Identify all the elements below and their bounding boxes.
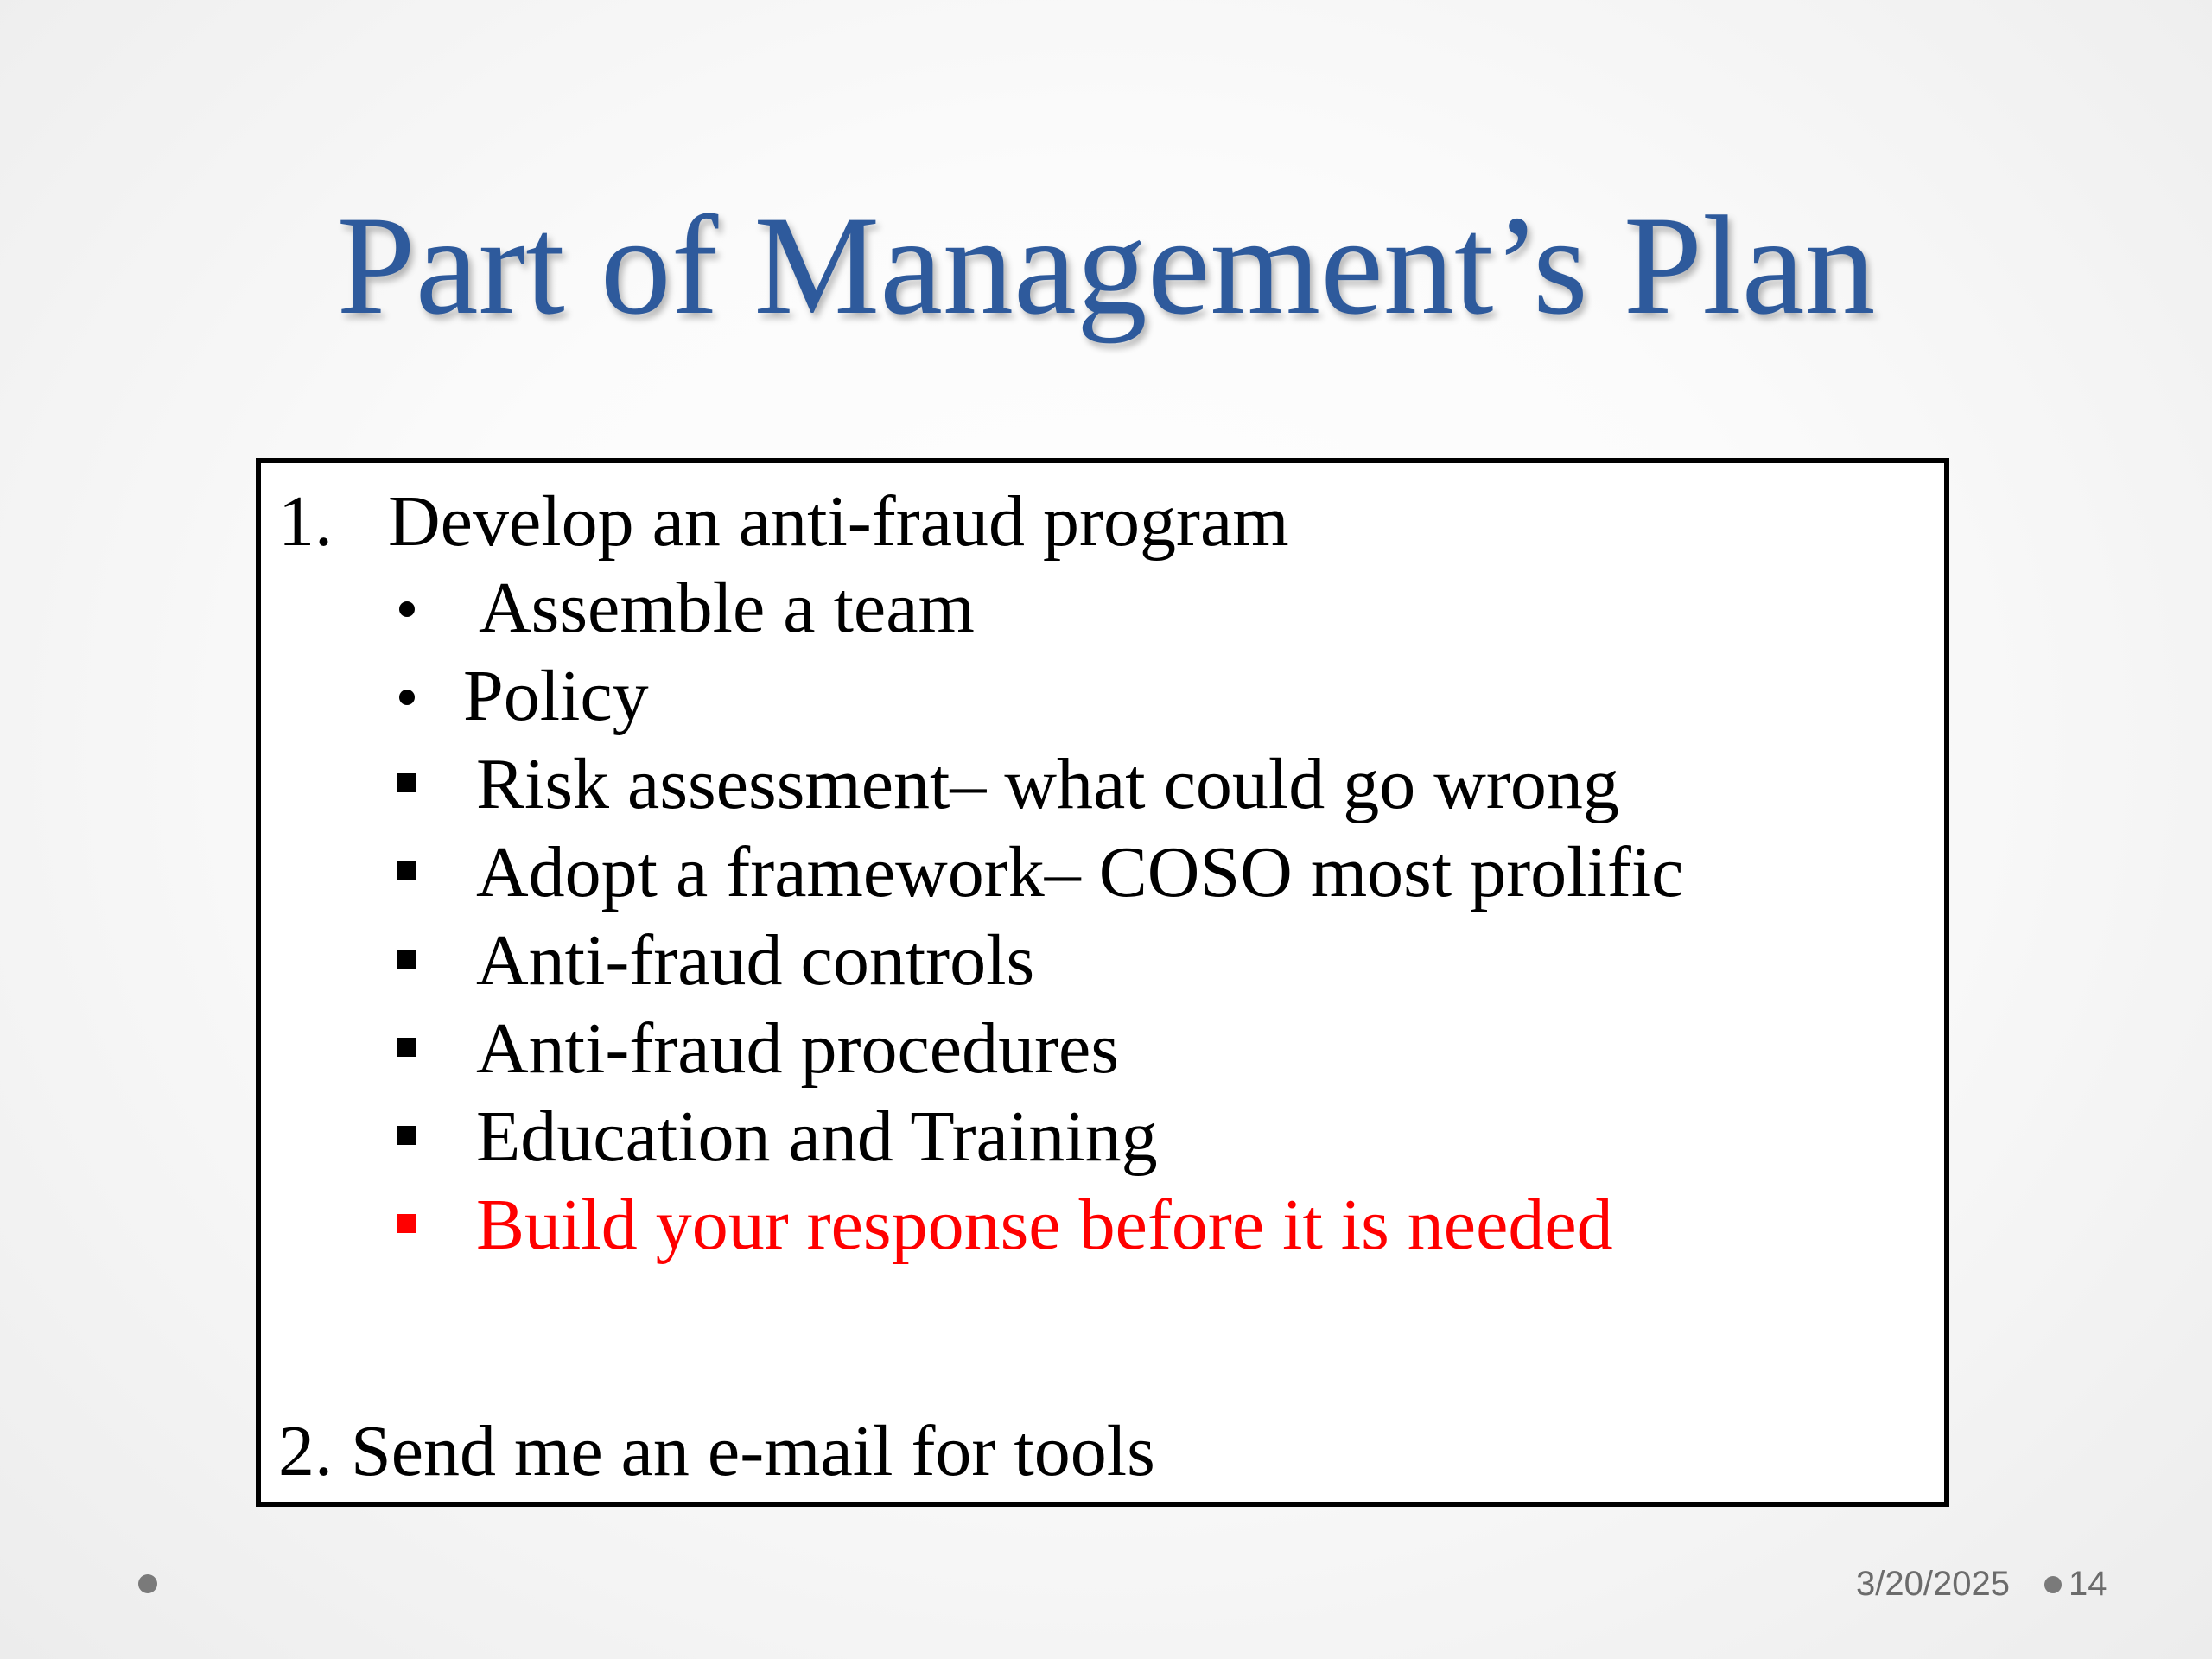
- content-box: [256, 458, 1949, 1507]
- sub-item-policy: Policy: [463, 656, 649, 736]
- square-bullet-icon: [397, 950, 416, 969]
- sub-item-education: Education and Training: [476, 1096, 1158, 1177]
- sub-item-framework: Adopt a framework– COSO most prolific: [476, 832, 1684, 912]
- sub-item-controls: Anti-fraud controls: [476, 920, 1035, 1001]
- square-bullet-icon: [397, 773, 416, 792]
- square-bullet-red-icon: [397, 1214, 416, 1233]
- slide-number: 14: [2069, 1565, 2107, 1603]
- round-bullet-icon: [399, 690, 415, 705]
- sub-item-procedures: Anti-fraud procedures: [476, 1008, 1120, 1089]
- list-item-1-text: Develop an anti-fraud program: [388, 481, 1289, 562]
- list-item-1: [278, 479, 1289, 565]
- footer-date: 3/20/2025: [1856, 1565, 2010, 1603]
- slide-title: Part of Management’s Plan: [336, 188, 1876, 344]
- list-item-2: 2. Send me an e-mail for tools: [278, 1411, 1155, 1491]
- footer-separator-dot-icon: [2044, 1576, 2062, 1593]
- square-bullet-icon: [397, 861, 416, 880]
- round-bullet-icon: [399, 601, 415, 617]
- list-item-1-number: 1.: [278, 481, 333, 562]
- footer-dot-icon: [138, 1574, 157, 1593]
- sub-item-risk-assessment: Risk assessment– what could go wrong: [476, 744, 1619, 824]
- sub-item-build-response: Build your response before it is needed: [476, 1185, 1613, 1265]
- square-bullet-icon: [397, 1038, 416, 1057]
- square-bullet-icon: [397, 1126, 416, 1145]
- sub-item-assemble-team: Assemble a team: [479, 568, 975, 648]
